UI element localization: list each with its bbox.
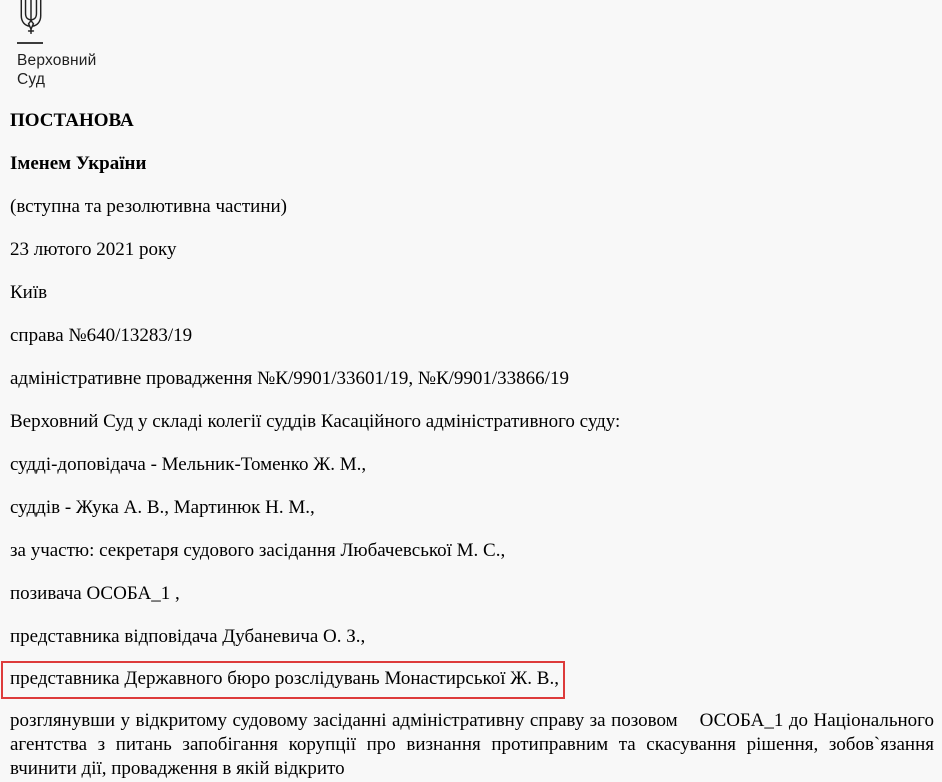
highlight-box [1,661,565,699]
document-date: 23 лютого 2021 року [10,239,177,260]
logo-divider [17,42,43,44]
document-title: ПОСТАНОВА [10,110,134,131]
case-number: справа №640/13283/19 [10,325,193,346]
sbi-representative-line [10,661,934,699]
plaintiff-line: позивача ОСОБА_1 , [10,583,180,604]
logo-org-line2: Суд [17,71,46,88]
logo-org-line1: Верховний [17,52,97,69]
judges-list: суддів - Жука А. В., Мартинюк Н. М., [10,497,315,518]
logo-org-name [17,51,934,89]
sbi-representative-text: представника Державного бюро розслідувань Монастирської Ж. В., [10,668,559,689]
judge-rapporteur: судді-доповідача - Мельник-Томенко Ж. М., [10,454,367,475]
defendant-representative-line: представника відповідача Дубаневича О. З., [10,626,366,647]
proceedings-numbers: адміністративне провадження №К/9901/33601/19, №К/9901/33866/19 [10,368,569,389]
parts-note: (вступна та резолютивна частини) [10,196,287,217]
document-city: Київ [10,282,48,303]
secretary-line: за участю: секретаря судового засідання Любачевської М. С., [10,540,506,561]
court-composition: Верховний Суд у складі колегії суддів Касаційного адміністративного суду: [10,411,621,432]
ukraine-trident-icon [17,0,45,34]
closing-paragraph: розглянувши у відкритому судовому засіданні адміністративну справу за позовом ОСОБА_1 до Національного агентства з питань запобігання корупції про визнання протиправним та скасування рішення, зобов`язання вчинити дії, провадження в якій відкрито [10,710,934,779]
document-subtitle: Іменем України [10,153,147,174]
supreme-court-logo [17,0,934,89]
